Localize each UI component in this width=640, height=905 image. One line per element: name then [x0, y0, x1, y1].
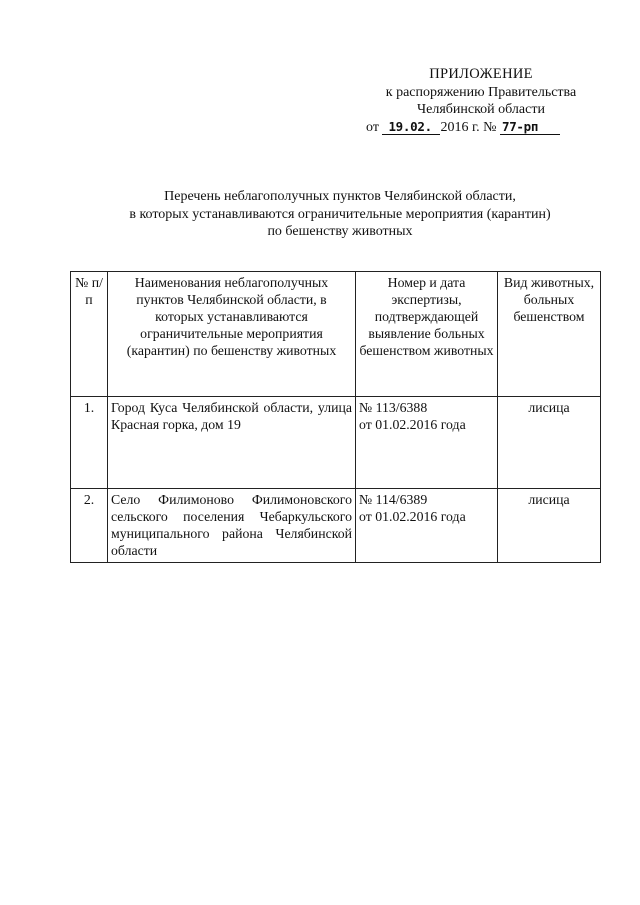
row-name: Село Филимоново Филимоновского сельского поселения Чебаркульского муниципального района Челябинской области — [108, 489, 356, 563]
header-num: № п/п — [71, 272, 108, 397]
row-expertise — [356, 397, 498, 489]
heading-line-3: по бешенству животных — [267, 224, 413, 239]
expertise-number: № 113/6388 — [359, 400, 428, 415]
expertise-date: от 01.02.2016 года — [359, 509, 466, 524]
row-kind: лисица — [498, 397, 601, 489]
table-row — [71, 489, 601, 563]
appendix-block — [362, 66, 600, 136]
row-name: Город Куса Челябинской области, улица Красная горка, дом 19 — [108, 397, 356, 489]
row-kind: лисица — [498, 489, 601, 563]
header-kind: Вид животных, больных бешенством — [498, 272, 601, 397]
document-heading — [60, 188, 620, 241]
header-name: Наименования неблагополучных пунктов Челябинской области, в которых устанавливаются ограничительные мероприятия (карантин) по бешенству животных — [108, 272, 356, 397]
heading-line-1: Перечень неблагополучных пунктов Челябинской области, — [164, 189, 516, 204]
handwritten-date: 19.02. — [382, 120, 440, 135]
appendix-dateline — [362, 119, 600, 137]
table-header-row — [71, 272, 601, 397]
row-expertise — [356, 489, 498, 563]
row-num: 2. — [71, 489, 108, 563]
row-num: 1. — [71, 397, 108, 489]
expertise-date: от 01.02.2016 года — [359, 417, 466, 432]
date-prefix: от — [366, 119, 379, 135]
outbreak-points-table — [70, 271, 601, 563]
expertise-number: № 114/6389 — [359, 492, 428, 507]
year-text: 2016 г. № — [440, 119, 497, 135]
appendix-line-1: к распоряжению Правительства — [385, 84, 577, 100]
appendix-line-2: Челябинской области — [417, 102, 545, 117]
handwritten-number: 77-рп — [500, 120, 560, 135]
appendix-title: ПРИЛОЖЕНИЕ — [429, 66, 533, 82]
heading-line-2: в которых устанавливаются ограничительные мероприятия (карантин) — [129, 206, 551, 222]
header-expertise: Номер и дата экспертизы, подтверждающей выявление больных бешенством животных — [356, 272, 498, 397]
table-row — [71, 397, 601, 489]
